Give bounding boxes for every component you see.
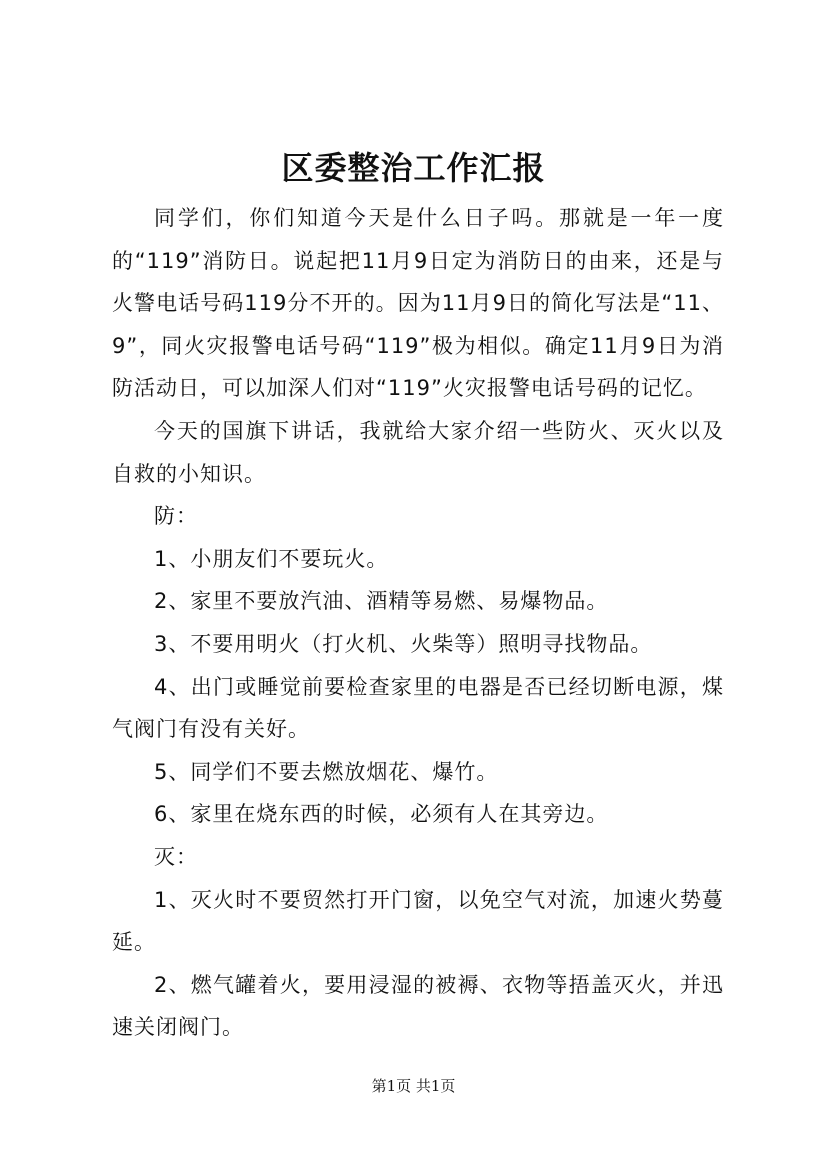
paragraph: 4、出门或睡觉前要检查家里的电器是否已经切断电源，煤气阀门有没有关好。 [112, 674, 724, 742]
paragraph: 3、不要用明火（打火机、火柴等）照明寻找物品。 [154, 631, 653, 656]
page-footer: 第1页 共1页 [371, 1077, 456, 1095]
paragraph: 今天的国旗下讲话，我就给大家介绍一些防火、灭火以及自救的小知识。 [112, 418, 724, 486]
paragraph: 6、家里在烧东西的时候，必须有人在其旁边。 [154, 802, 609, 827]
paragraph: 2、家里不要放汽油、酒精等易燃、易爆物品。 [154, 589, 609, 614]
paragraph: 1、灭火时不要贸然打开门窗，以免空气对流，加速火势蔓延。 [112, 887, 724, 955]
document-body [112, 197, 724, 1049]
paragraph: 灭： [154, 844, 198, 869]
document-title: 区委整治工作汇报 [281, 149, 546, 187]
paragraph: 1、小朋友们不要玩火。 [154, 546, 389, 571]
paragraph: 同学们，你们知道今天是什么日子吗。那就是一年一度的“119”消防日。说起把11月9日定为消防日的由来，还是与火警电话号码119分不开的。因为11月9日的简化写法是“11、9”，同火灾报警电话号码“119”极为相似。确定11月9日为消防活动日，可以加深人们对“119”火灾报警电话号码的记忆。 [112, 206, 724, 401]
paragraph: 5、同学们不要去燃放烟花、爆竹。 [154, 759, 499, 784]
paragraph: 防： [154, 504, 198, 529]
paragraph: 2、燃气罐着火，要用浸湿的被褥、衣物等捂盖灭火，并迅速关闭阀门。 [112, 972, 724, 1040]
